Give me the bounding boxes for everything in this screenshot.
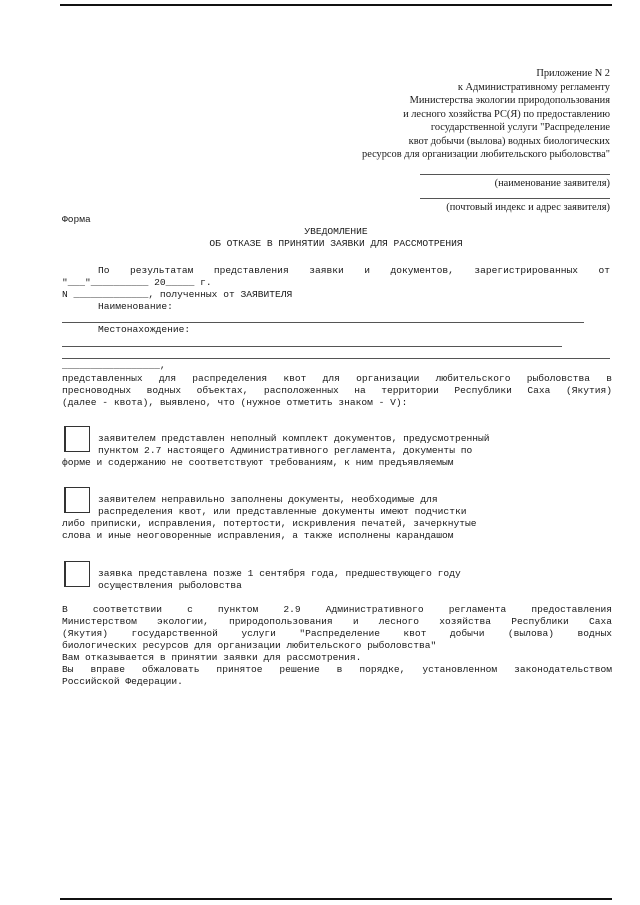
appendix-line-1: Приложение N 2 [536, 68, 610, 79]
applicant-address-line [420, 198, 610, 199]
applicant-name-line [420, 174, 610, 175]
option-2-line-1: заявителем неправильно заполнены документы, необходимые для [98, 494, 438, 505]
option-2-line-2: распределения квот, или представленные документы имеют подчистки [98, 506, 467, 517]
appendix-block [362, 67, 610, 162]
option-1-checkbox[interactable] [64, 426, 90, 452]
conclusion-line-2: Министерством экологии, природопользования и лесного хозяйства Республики Саха [62, 616, 612, 627]
location-label: Местонахождение: [98, 324, 191, 335]
conclusion-line-5: Вам отказывается в принятии заявки для рассмотрения. [62, 652, 362, 663]
option-1-line-2: пунктом 2.7 настоящего Административного регламента, документы по [98, 445, 473, 456]
location-field-line-2 [62, 358, 610, 359]
appendix-line-6: квот добычи (вылова) водных биологических [408, 135, 610, 147]
applicant-name-caption: (наименование заявителя) [494, 178, 610, 189]
conclusion-line-7: Российской Федерации. [62, 676, 183, 687]
form-label: Форма [62, 214, 91, 225]
name-field-line [62, 322, 584, 323]
appendix-line-2: к Административному регламенту [457, 81, 610, 93]
option-2-line-4: слова и иные неоговоренные исправления, а также исполнены карандашом [62, 530, 454, 541]
intro-number-line: N _____________, полученных от ЗАЯВИТЕЛЯ [62, 289, 293, 300]
intro-line-1: По результатам представления заявки и документов, зарегистрированных от [98, 265, 610, 276]
option-3-checkbox[interactable] [64, 561, 90, 587]
option-3-line-1: заявка представлена позже 1 сентября года, предшествующего году [98, 568, 461, 579]
appendix-line-7: ресурсов для организации любительского рыболовства" [362, 149, 610, 160]
appendix-line-3: Министерства экологии природопользования [409, 95, 610, 106]
location-tail: _________________, [62, 360, 166, 371]
applicant-address-caption: (почтовый индекс и адрес заявителя) [446, 202, 610, 213]
top-border [60, 4, 612, 6]
appendix-line-5: государственной услуги "Распределение [430, 122, 610, 133]
bottom-border [60, 898, 612, 900]
conclusion-line-1: В соответствии с пунктом 2.9 Административного регламента предоставления [62, 604, 612, 615]
body-line-3: (далее - квота), выявлено, что (нужное отметить знаком - V): [62, 397, 408, 408]
intro-date-line: "___"__________ 20_____ г. [62, 277, 212, 288]
body-line-2: пресноводных водных объектах, расположенных на территории Республики Саха (Якутия) [62, 385, 612, 396]
conclusion-line-4: биологических ресурсов для организации любительского рыболовства" [62, 640, 437, 651]
title-line-1: УВЕДОМЛЕНИЕ [304, 226, 368, 237]
body-line-1: представленных для распределения квот для организации любительского рыболовства в [62, 373, 612, 384]
option-1-line-1: заявителем представлен неполный комплект документов, предусмотренный [98, 433, 490, 444]
conclusion-line-6: Вы вправе обжаловать принятое решение в порядке, установленном законодательством [62, 664, 612, 675]
option-1-line-3: форме и содержанию не соответствуют требованиям, к ним предъявляемым [62, 457, 454, 468]
title-line-2: ОБ ОТКАЗЕ В ПРИНЯТИИ ЗАЯВКИ ДЛЯ РАССМОТРЕНИЯ [209, 238, 463, 249]
name-label: Наименование: [98, 301, 173, 312]
option-3-line-2: осуществления рыболовства [98, 580, 242, 591]
appendix-line-4: и лесного хозяйства РС(Я) по предоставлению [403, 108, 610, 120]
option-2-checkbox[interactable] [64, 487, 90, 513]
conclusion-line-3: (Якутия) государственной услуги "Распределение квот добычи (вылова) водных [62, 628, 612, 639]
option-2-line-3: либо приписки, исправления, потертости, искривления печатей, зачеркнутые [62, 518, 477, 529]
location-field-line-1 [62, 346, 562, 347]
